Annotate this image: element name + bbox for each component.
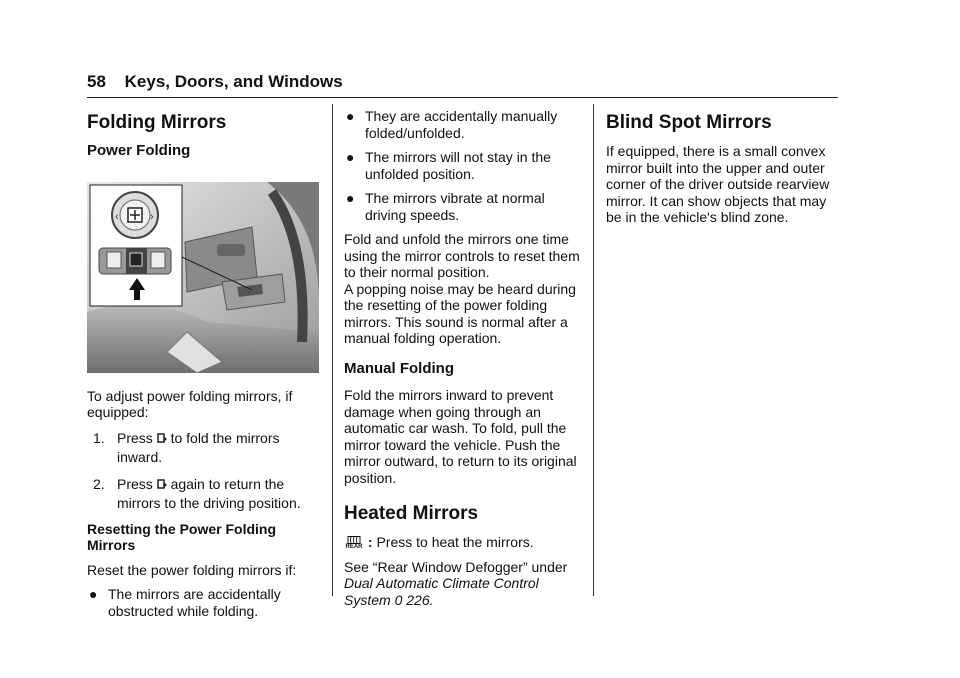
page-header	[87, 72, 343, 92]
column-2	[344, 108, 582, 616]
fold-mirror-icon	[157, 479, 167, 491]
step-2-number: 2.	[93, 475, 105, 492]
column-1	[87, 108, 319, 627]
heated-mirrors-text: Press to heat the mirrors.	[376, 534, 534, 550]
step-2-press: Press	[117, 475, 153, 492]
section-title-blind-spot-mirrors: Blind Spot Mirrors	[606, 112, 772, 133]
svg-text:‹: ‹	[115, 210, 119, 223]
rear-defog-icon	[344, 536, 364, 551]
reset-bullet-3	[344, 149, 582, 182]
column-divider-1	[332, 104, 333, 596]
fold-mirror-icon	[157, 433, 167, 445]
section-title-folding-mirrors: Folding Mirrors	[87, 112, 227, 133]
reset-bullet-3-text: The mirrors will not stay in the unfolded position.	[365, 149, 551, 182]
column-divider-2	[593, 104, 594, 596]
reset-bullet-1-text: The mirrors are accidentally obstructed while folding.	[108, 586, 281, 619]
reset-intro: Reset the power folding mirrors if:	[87, 561, 297, 578]
header-rule	[87, 97, 838, 98]
page-number: 58	[87, 72, 106, 91]
see-prefix: See “Rear Window Defogger” under	[344, 558, 568, 575]
reset-bullet-4	[344, 190, 582, 223]
rear-label: REAR	[345, 543, 363, 550]
bullet-dot: ●	[89, 586, 98, 602]
bullet-dot: ●	[346, 108, 355, 124]
reset-bullet-1	[87, 586, 319, 619]
reset-paragraph: Fold and unfold the mirrors one time using the mirror controls to reset them to their normal position.	[344, 231, 580, 280]
step-2	[87, 475, 319, 513]
reference-page: 226.	[406, 591, 434, 608]
door-panel-illustration	[87, 182, 319, 373]
mirror-control-illustration	[87, 182, 319, 373]
defog-lines-icon	[347, 536, 361, 544]
chapter-title: Keys, Doors, and Windows	[124, 72, 343, 91]
subheading-power-folding: Power Folding	[87, 142, 191, 159]
section-title-heated-mirrors: Heated Mirrors	[344, 503, 479, 524]
page-reference-arrow: 0	[394, 591, 403, 608]
reset-bullet-2	[344, 108, 582, 141]
step-2-text: again to return the mirrors to the driving position.	[117, 475, 301, 511]
step-1-text: to fold the mirrors inward.	[117, 429, 280, 465]
reference-title: Dual Automatic Climate Control System	[344, 575, 539, 608]
reset-bullet-4-text: The mirrors vibrate at normal driving speeds.	[365, 190, 545, 223]
see-reference	[344, 559, 582, 609]
reset-bullet-2-text: They are accidentally manually folded/unfolded.	[365, 108, 558, 141]
svg-text:›: ›	[150, 210, 154, 223]
heated-mirrors-line: REAR : Press to heat the mirrors.	[345, 534, 534, 550]
step-1-number: 1.	[93, 429, 105, 446]
popping-noise-paragraph: A popping noise may be heard during the resetting of the power folding mirrors. This sound is normal after a manual folding operation.	[344, 280, 576, 346]
step-1-press: Press	[117, 429, 153, 446]
reset-heading: Resetting the Power Folding Mirrors	[87, 520, 277, 553]
bullet-dot: ●	[346, 190, 355, 206]
step-1	[87, 429, 319, 467]
column-3	[606, 108, 838, 234]
manual-folding-text: Fold the mirrors inward to prevent damage when going through an automatic car wash. To fold, pull the mirror toward the vehicle. Push the mirror outward, to return to its original position.	[344, 387, 577, 486]
blind-spot-text: If equipped, there is a small convex mirror built into the upper and outer corner of the driver outside rearview mirror. It can show objects that may be in the vehicle's blind zone.	[606, 143, 830, 225]
subheading-manual-folding: Manual Folding	[344, 359, 454, 377]
intro-text: To adjust power folding mirrors, if equipped:	[87, 387, 293, 420]
bullet-dot: ●	[346, 149, 355, 165]
